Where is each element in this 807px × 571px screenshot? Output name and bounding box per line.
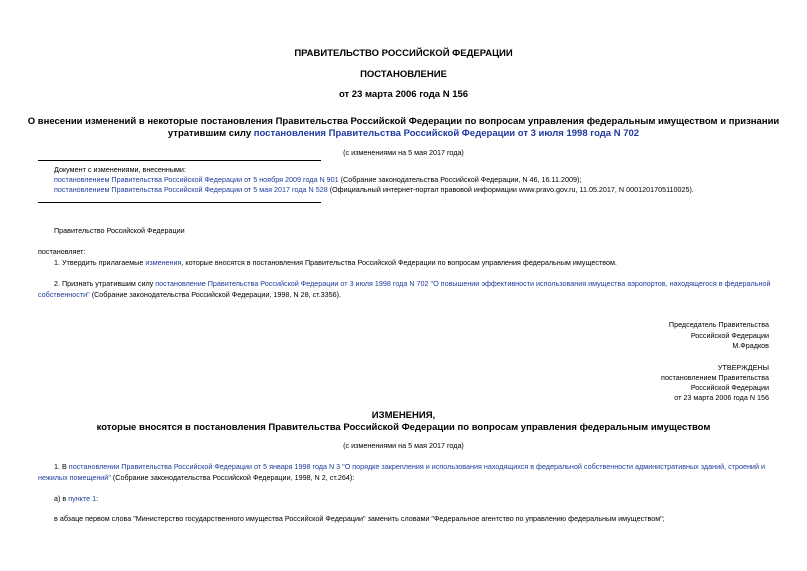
subitem-a-start: а) в (54, 494, 69, 503)
change-1-end: (Собрание законодательства Российской Федерации, 1998, N 2, ст.264): (110, 472, 355, 482)
signature-country: Российской Федерации (690, 331, 769, 340)
approved-country: Российской Федерации (690, 383, 769, 392)
repealed-decree-link[interactable]: постановления Правительства Российской Федерации от 3 июля 1998 года N 702 (253, 128, 640, 139)
document-title-line2 (0, 128, 807, 139)
paragraph-2-start: 2. Признать утратившим силу (54, 279, 156, 288)
changes-heading: ИЗМЕНЕНИЯ, (371, 410, 436, 421)
approved-date: от 23 марта 2006 года N 156 (674, 393, 769, 402)
changes-link[interactable]: изменения (145, 258, 182, 267)
document-date: от 23 марта 2006 года N 156 (338, 89, 469, 100)
amendments-intro: Документ с изменениями, внесенными: (54, 165, 186, 174)
document-title-line1: О внесении изменений в некоторые постановления Правительства Российской Федерации по вопросам управления федеральным имуществом и признании (27, 116, 780, 127)
subitem-a-end: : (96, 494, 99, 503)
point-1-link[interactable]: пункте 1 (68, 494, 97, 503)
amendment-item-1 (54, 175, 581, 186)
paragraph-2 (38, 279, 773, 300)
approved-label: УТВЕРЖДЕНЫ (717, 363, 769, 372)
paragraph-1 (54, 258, 617, 269)
issuing-body: Правительство Российской Федерации (54, 226, 185, 235)
document-type: ПОСТАНОВЛЕНИЕ (360, 69, 447, 80)
amendment-2-link[interactable]: постановлением Правительства Российской Федерации от 5 мая 2017 года N 528 (54, 185, 328, 194)
decree-702-link[interactable]: постановление Правительства Российской Федерации от 3 июля 1998 года N 702 "О повышении эффективности использования имущества аэропортов, находящегося в федеральной собственности" (38, 279, 771, 299)
amendment-1-text: (Собрание законодательства Российской Федерации, N 46, 16.11.2009); (338, 175, 582, 184)
amendments-bottom-rule (38, 202, 321, 203)
approved-by: постановлением Правительства (661, 373, 769, 382)
decides-label: постановляет: (38, 247, 86, 256)
amendments-top-rule (38, 160, 321, 161)
paragraph-1-end: , которые вносятся в постановления Правительства Российской Федерации по вопросам управления федеральным имуществом. (181, 258, 617, 267)
signature-position: Председатель Правительства (668, 320, 769, 329)
title-text: утратившим силу (167, 128, 254, 139)
amendment-item-2 (54, 185, 694, 196)
changes-edition-note: (с изменениями на 5 мая 2017 года) (343, 441, 464, 450)
change-1 (38, 462, 773, 483)
amendment-1-link[interactable]: постановлением Правительства Российской Федерации от 5 ноября 2009 года N 901 (54, 175, 339, 184)
edition-note: (с изменениями на 5 мая 2017 года) (343, 148, 464, 157)
changes-subheading: которые вносятся в постановления Правительства Российской Федерации по вопросам управления федеральным имуществом (96, 422, 711, 433)
replacement-text: в абзаце первом слова "Министерство государственного имущества Российской Федерации" заменить словами "Федеральное агентство по управлению федеральным имуществом"; (54, 514, 665, 523)
government-title: ПРАВИТЕЛЬСТВО РОССИЙСКОЙ ФЕДЕРАЦИИ (294, 48, 513, 59)
paragraph-2-end: (Собрание законодательства Российской Федерации, 1998, N 28, ст.3356). (89, 289, 342, 299)
paragraph-1-start: 1. Утвердить прилагаемые (54, 258, 146, 267)
decree-3-link[interactable]: постановлении Правительства Российской Федерации от 5 января 1998 года N 3 "О порядке закрепления и использования находящихся в федеральной собственности административных зданий, строений и нежилых помещений" (38, 462, 765, 482)
subitem-a (54, 494, 98, 505)
signature-name: М.Фрадков (732, 341, 769, 350)
amendment-2-text: (Официальный интернет-портал правовой информации www.pravo.gov.ru, 11.05.2017, N 0001201705110025). (327, 185, 694, 194)
change-1-start: 1. В (54, 462, 69, 471)
